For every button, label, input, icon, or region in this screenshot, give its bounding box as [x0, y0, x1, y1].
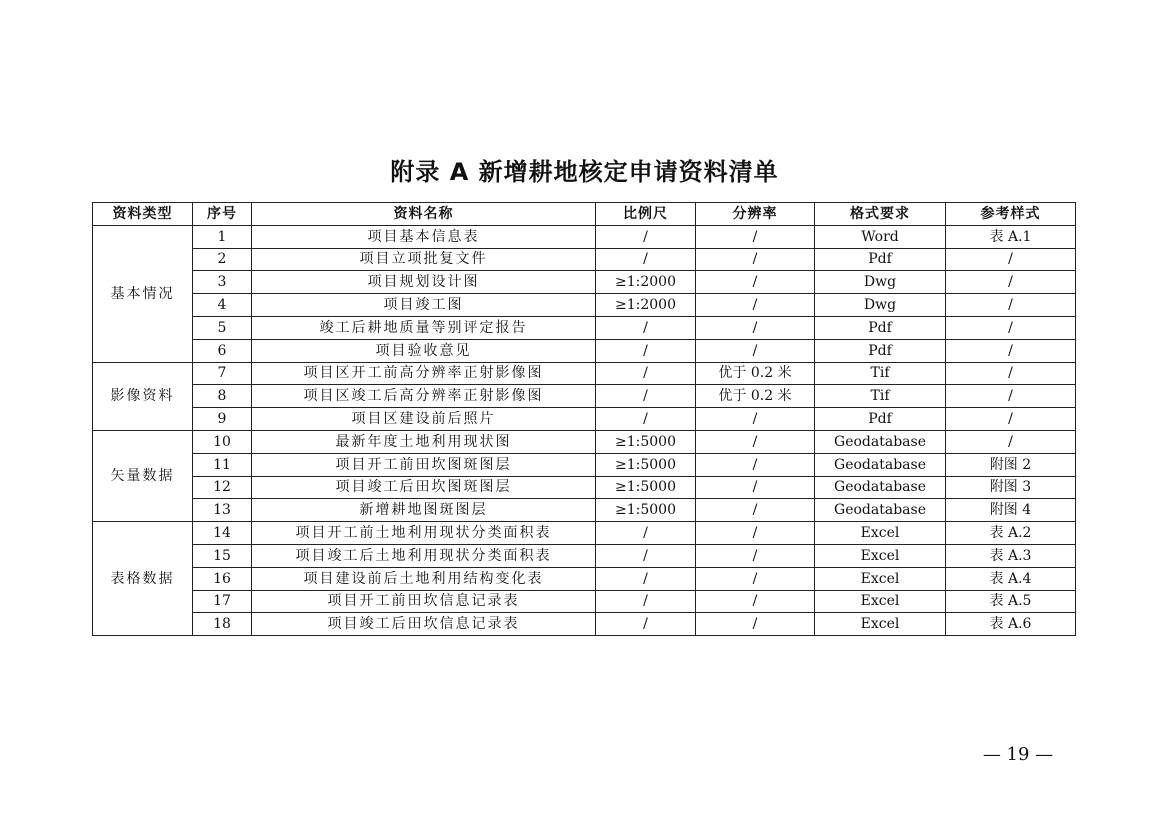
- row-scale: ≥1:2000: [596, 294, 696, 317]
- row-index: 6: [193, 339, 252, 362]
- row-format: Pdf: [815, 339, 946, 362]
- row-index: 1: [193, 225, 252, 248]
- row-format: Geodatabase: [815, 453, 946, 476]
- row-resolution: /: [696, 613, 815, 636]
- header-scale: 比例尺: [596, 203, 696, 226]
- row-reference: 附图 2: [946, 453, 1076, 476]
- table-row: [93, 248, 1076, 271]
- category-cell: 基本情况: [93, 225, 193, 362]
- row-reference: /: [946, 316, 1076, 339]
- row-name: 项目规划设计图: [252, 271, 596, 294]
- row-resolution: /: [696, 248, 815, 271]
- row-scale: /: [596, 339, 696, 362]
- table-row: [93, 408, 1076, 431]
- row-index: 17: [193, 590, 252, 613]
- row-index: 9: [193, 408, 252, 431]
- row-index: 10: [193, 430, 252, 453]
- row-name: 项目验收意见: [252, 339, 596, 362]
- row-index: 7: [193, 362, 252, 385]
- row-resolution: 优于 0.2 米: [696, 385, 815, 408]
- table-row: [93, 499, 1076, 522]
- row-scale: ≥1:5000: [596, 499, 696, 522]
- row-name: 项目开工前土地利用现状分类面积表: [252, 522, 596, 545]
- table-header-row: [93, 203, 1076, 226]
- row-reference: /: [946, 408, 1076, 431]
- row-reference: 表 A.1: [946, 225, 1076, 248]
- row-scale: /: [596, 544, 696, 567]
- row-resolution: /: [696, 499, 815, 522]
- row-name: 项目竣工后土地利用现状分类面积表: [252, 544, 596, 567]
- row-index: 8: [193, 385, 252, 408]
- table-row: [93, 590, 1076, 613]
- row-format: Pdf: [815, 248, 946, 271]
- row-reference: 表 A.3: [946, 544, 1076, 567]
- row-name: 项目立项批复文件: [252, 248, 596, 271]
- row-scale: /: [596, 362, 696, 385]
- row-scale: ≥1:5000: [596, 476, 696, 499]
- table-row: [93, 453, 1076, 476]
- page-title: 附录 A 新增耕地核定申请资料清单: [390, 158, 779, 186]
- row-reference: 表 A.2: [946, 522, 1076, 545]
- row-scale: /: [596, 408, 696, 431]
- row-index: 2: [193, 248, 252, 271]
- header-format: 格式要求: [815, 203, 946, 226]
- row-format: Word: [815, 225, 946, 248]
- table-row: [93, 613, 1076, 636]
- row-scale: /: [596, 225, 696, 248]
- row-name: 项目区竣工后高分辨率正射影像图: [252, 385, 596, 408]
- table-row: [93, 225, 1076, 248]
- row-name: 项目竣工图: [252, 294, 596, 317]
- row-format: Excel: [815, 590, 946, 613]
- row-name: 项目开工前田坎信息记录表: [252, 590, 596, 613]
- row-name: 项目区建设前后照片: [252, 408, 596, 431]
- row-index: 11: [193, 453, 252, 476]
- table-row: [93, 430, 1076, 453]
- row-name: 竣工后耕地质量等别评定报告: [252, 316, 596, 339]
- page-number: — 19 —: [982, 744, 1054, 765]
- row-format: Pdf: [815, 316, 946, 339]
- row-index: 5: [193, 316, 252, 339]
- row-format: Excel: [815, 544, 946, 567]
- header-category: 资料类型: [93, 203, 193, 226]
- row-reference: 附图 4: [946, 499, 1076, 522]
- row-format: Excel: [815, 613, 946, 636]
- table-row: [93, 294, 1076, 317]
- row-format: Pdf: [815, 408, 946, 431]
- row-resolution: /: [696, 339, 815, 362]
- row-format: Tif: [815, 385, 946, 408]
- row-scale: /: [596, 613, 696, 636]
- category-cell: 表格数据: [93, 522, 193, 636]
- row-resolution: /: [696, 271, 815, 294]
- row-scale: ≥1:2000: [596, 271, 696, 294]
- header-reference: 参考样式: [946, 203, 1076, 226]
- table-row: [93, 339, 1076, 362]
- row-resolution: /: [696, 453, 815, 476]
- row-name: 项目竣工后田坎图斑图层: [252, 476, 596, 499]
- row-reference: /: [946, 362, 1076, 385]
- header-name: 资料名称: [252, 203, 596, 226]
- row-index: 3: [193, 271, 252, 294]
- row-format: Geodatabase: [815, 499, 946, 522]
- row-name: 最新年度土地利用现状图: [252, 430, 596, 453]
- header-resolution: 分辨率: [696, 203, 815, 226]
- row-index: 18: [193, 613, 252, 636]
- row-reference: /: [946, 385, 1076, 408]
- row-reference: 附图 3: [946, 476, 1076, 499]
- row-index: 13: [193, 499, 252, 522]
- table-row: [93, 271, 1076, 294]
- row-resolution: 优于 0.2 米: [696, 362, 815, 385]
- row-reference: /: [946, 271, 1076, 294]
- row-resolution: /: [696, 590, 815, 613]
- row-scale: /: [596, 590, 696, 613]
- table-row: [93, 544, 1076, 567]
- row-scale: ≥1:5000: [596, 453, 696, 476]
- row-resolution: /: [696, 476, 815, 499]
- row-scale: /: [596, 522, 696, 545]
- row-reference: /: [946, 248, 1076, 271]
- row-scale: /: [596, 385, 696, 408]
- row-reference: 表 A.5: [946, 590, 1076, 613]
- row-format: Dwg: [815, 271, 946, 294]
- materials-table: [92, 202, 1076, 636]
- row-scale: /: [596, 567, 696, 590]
- category-cell: 矢量数据: [93, 430, 193, 521]
- row-name: 项目建设前后土地利用结构变化表: [252, 567, 596, 590]
- row-format: Geodatabase: [815, 476, 946, 499]
- table-row: [93, 385, 1076, 408]
- category-cell: 影像资料: [93, 362, 193, 430]
- row-reference: 表 A.4: [946, 567, 1076, 590]
- row-index: 14: [193, 522, 252, 545]
- row-format: Dwg: [815, 294, 946, 317]
- row-resolution: /: [696, 430, 815, 453]
- header-index: 序号: [193, 203, 252, 226]
- row-format: Excel: [815, 567, 946, 590]
- row-resolution: /: [696, 522, 815, 545]
- row-resolution: /: [696, 567, 815, 590]
- row-resolution: /: [696, 408, 815, 431]
- row-scale: ≥1:5000: [596, 430, 696, 453]
- row-index: 4: [193, 294, 252, 317]
- row-format: Tif: [815, 362, 946, 385]
- row-resolution: /: [696, 225, 815, 248]
- row-index: 16: [193, 567, 252, 590]
- table-row: [93, 362, 1076, 385]
- row-index: 15: [193, 544, 252, 567]
- row-name: 项目竣工后田坎信息记录表: [252, 613, 596, 636]
- table-row: [93, 522, 1076, 545]
- row-scale: /: [596, 248, 696, 271]
- row-reference: 表 A.6: [946, 613, 1076, 636]
- row-index: 12: [193, 476, 252, 499]
- table-body: [93, 225, 1076, 635]
- table-row: [93, 476, 1076, 499]
- row-resolution: /: [696, 294, 815, 317]
- row-reference: /: [946, 294, 1076, 317]
- table-row: [93, 316, 1076, 339]
- table-row: [93, 567, 1076, 590]
- row-reference: /: [946, 430, 1076, 453]
- row-scale: /: [596, 316, 696, 339]
- row-format: Excel: [815, 522, 946, 545]
- row-name: 项目区开工前高分辨率正射影像图: [252, 362, 596, 385]
- row-name: 项目基本信息表: [252, 225, 596, 248]
- row-name: 项目开工前田坎图斑图层: [252, 453, 596, 476]
- row-resolution: /: [696, 544, 815, 567]
- row-name: 新增耕地图斑图层: [252, 499, 596, 522]
- row-resolution: /: [696, 316, 815, 339]
- row-reference: /: [946, 339, 1076, 362]
- row-format: Geodatabase: [815, 430, 946, 453]
